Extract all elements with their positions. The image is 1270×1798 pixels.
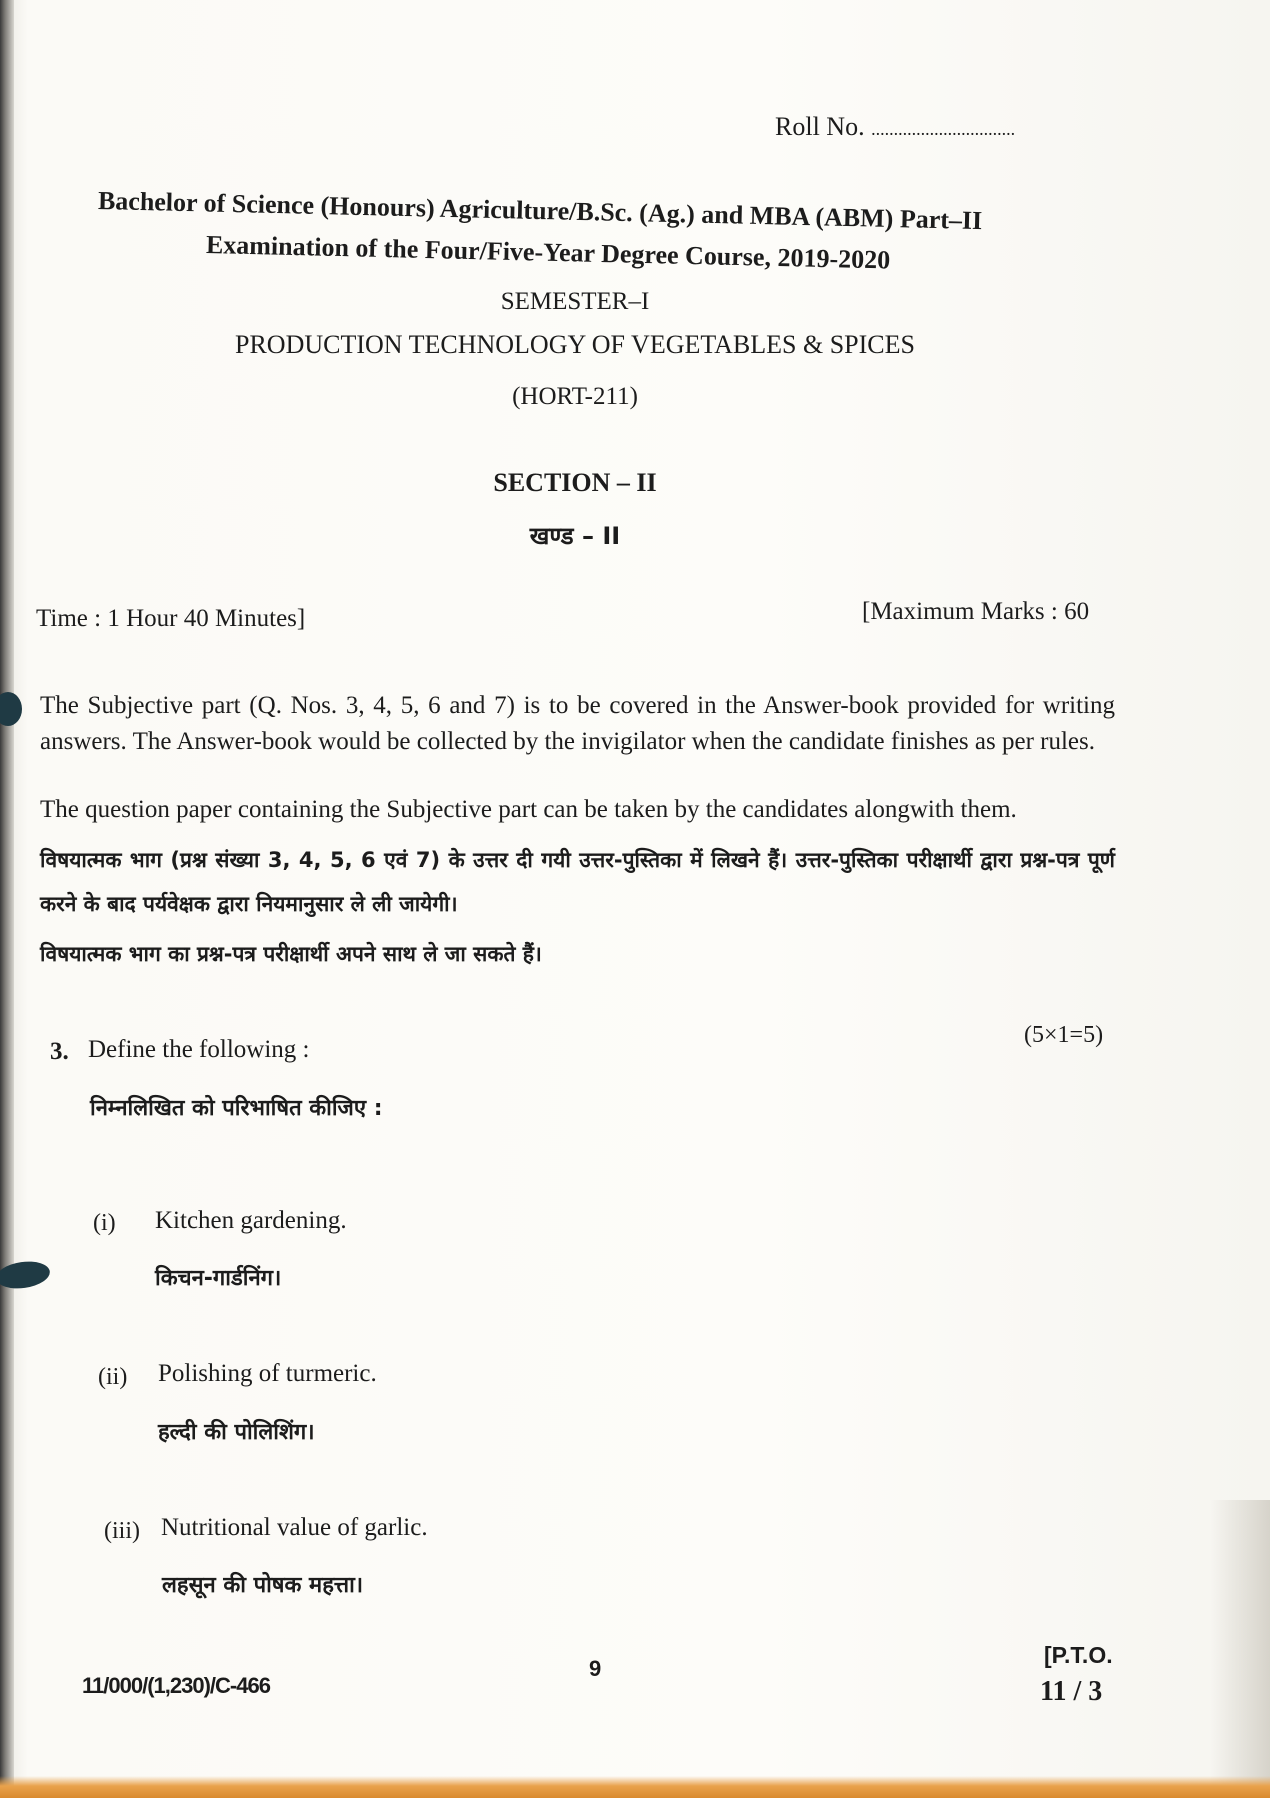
footer-code: 11/000/(1,230)/C-466 [82, 1673, 270, 1698]
item-label-2: (ii) [98, 1364, 128, 1390]
course-line-1: Bachelor of Science (Honours) Agriculture/B.Sc. (Ag.) and MBA (ABM) Part–II [97, 186, 983, 236]
page-left-edge [0, 0, 14, 1798]
question-number: 3. [50, 1038, 69, 1065]
page-number: 9 [589, 1656, 602, 1681]
item-label-1: (i) [93, 1210, 116, 1236]
page-bottom-edge [0, 1776, 1270, 1798]
roll-no-blank: ................................ [871, 119, 1016, 139]
section-heading-hi: खण्ड – II [529, 522, 621, 550]
instruction-en-2: The question paper containing the Subjective part can be taken by the candidates alongwith them. [40, 796, 1017, 823]
paper-reference: 11 / 3 [1040, 1676, 1103, 1707]
subject-title: PRODUCTION TECHNOLOGY OF VEGETABLES & SPICES [235, 330, 915, 359]
item-label-3: (iii) [104, 1518, 140, 1544]
subject-code: (HORT-211) [512, 383, 638, 410]
item-text-hi-3: लहसून की पोषक महत्ता। [162, 1573, 364, 1598]
roll-no [775, 112, 1015, 142]
section-heading-en: SECTION – II [493, 468, 657, 497]
pto-marker: [P.T.O. [1044, 1642, 1113, 1668]
item-text-en-2: Polishing of turmeric. [158, 1360, 377, 1387]
page-shadow [1210, 1500, 1270, 1798]
question-text-en: Define the following : [88, 1036, 310, 1063]
item-text-hi-1: किचन-गार्डनिंग। [155, 1266, 282, 1291]
item-text-en-1: Kitchen gardening. [155, 1207, 347, 1234]
item-text-en-3: Nutritional value of garlic. [161, 1514, 428, 1541]
question-text-hi: निम्नलिखित को परिभाषित कीजिए : [90, 1096, 383, 1121]
time-allowed: Time : 1 Hour 40 Minutes] [36, 605, 306, 632]
roll-no-label: Roll No. [775, 112, 865, 141]
semester: SEMESTER–I [500, 288, 650, 315]
instruction-hi-2: विषयात्मक भाग का प्रश्न-पत्र परीक्षार्थी अपने साथ ले जा सकते हैं। [40, 942, 542, 966]
maximum-marks: [Maximum Marks : 60 [862, 598, 1090, 625]
instruction-en-1: The Subjective part (Q. Nos. 3, 4, 5, 6 and 7) is to be covered in the Answer-book provided for writing answers. The Answer-book would be collected by the invigilator when the candidate finishes as per rules. [40, 692, 1115, 755]
item-text-hi-2: हल्दी की पोलिशिंग। [158, 1420, 315, 1445]
instruction-hi-1: विषयात्मक भाग (प्रश्न संख्या 3, 4, 5, 6 एवं 7) के उत्तर दी गयी उत्तर-पुस्तिका में लिखने हैं। उत्तर-पुस्तिका परीक्षार्थी द्वारा प्रश्न-पत्र पूर्ण करने के बाद पर्यवेक्षक द्वारा नियमानुसार ले ली जायेगी। [40, 848, 1115, 916]
course-line-2: Examination of the Four/Five-Year Degree Course, 2019-2020 [205, 230, 891, 275]
question-marks: (5×1=5) [1024, 1022, 1104, 1048]
